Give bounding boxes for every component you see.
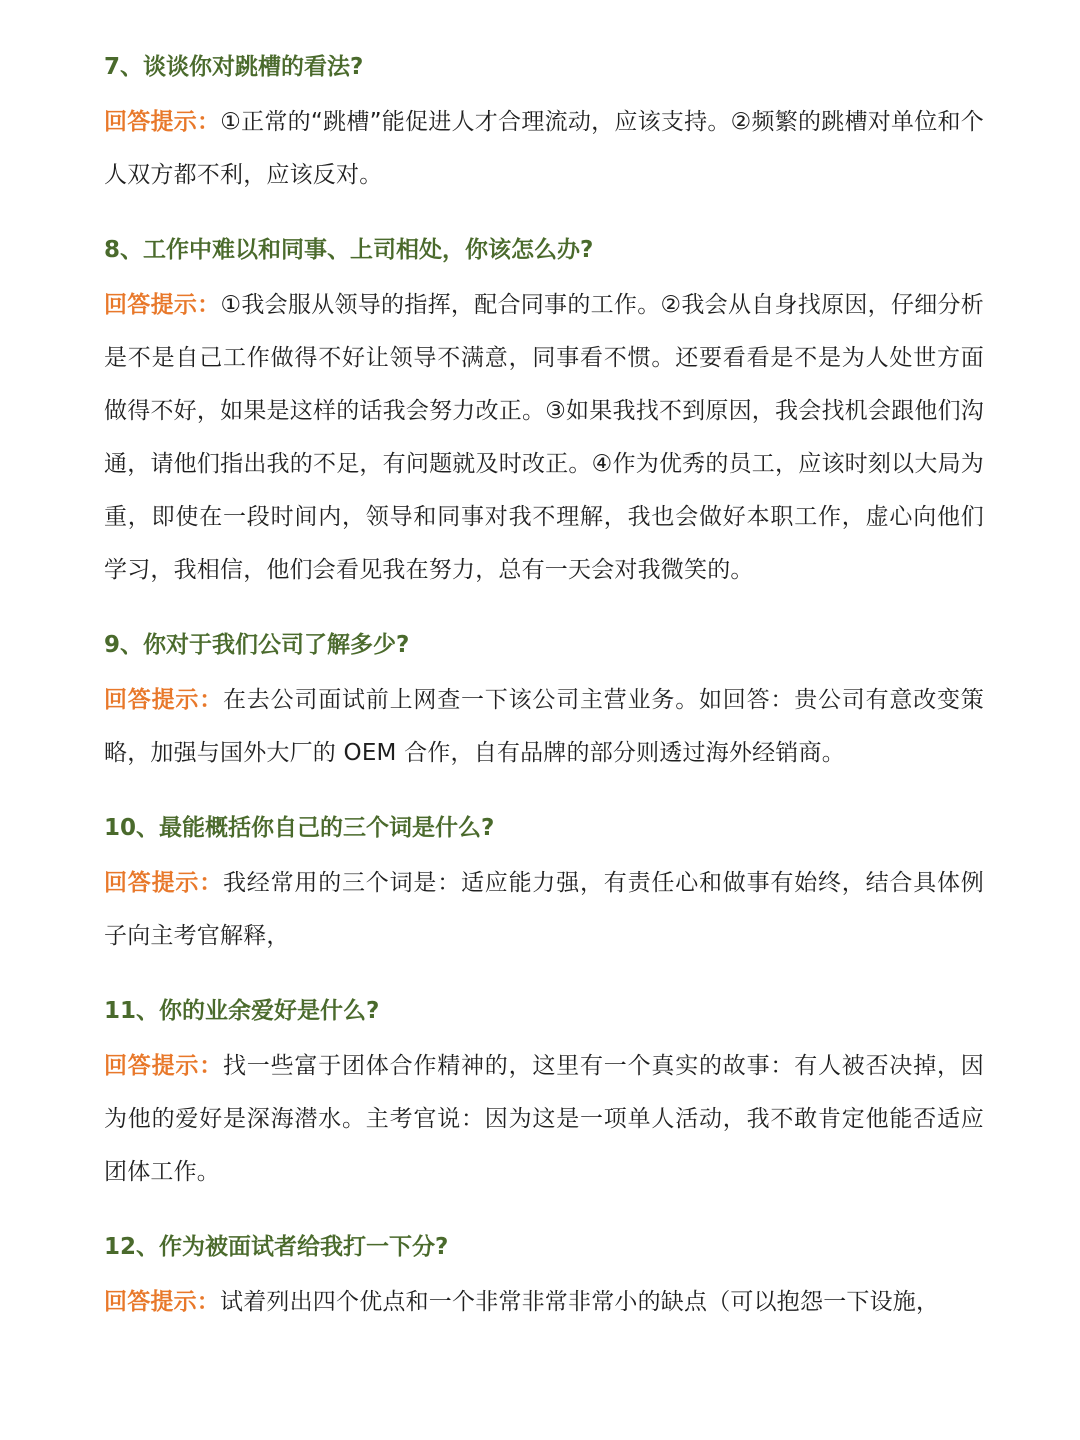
answer-paragraph	[104, 96, 984, 202]
answer-hint-label: 回答提示：	[104, 1289, 220, 1315]
answer-text: ①我会服从领导的指挥，配合同事的工作。②我会从自身找原因，仔细分析是不是自己工作做得不好让领导不满意，同事看不惯。还要看看是不是为人处世方面做得不好，如果是这样的话我会努力改正。③如果我找不到原因，我会找机会跟他们沟通，请他们指出我的不足，有问题就及时改正。④作为优秀的员工，应该时刻以大局为重，即使在一段时间内，领导和同事对我不理解，我也会做好本职工作，虚心向他们学习，我相信，他们会看见我在努力，总有一天会对我微笑的。	[104, 292, 985, 583]
answer-paragraph	[104, 857, 984, 963]
answer-text: ①正常的“跳槽”能促进人才合理流动，应该支持。②频繁的跳槽对单位和个人双方都不利，应该反对。	[104, 109, 984, 188]
answer-hint-label: 回答提示：	[104, 870, 223, 896]
answer-hint-label: 回答提示：	[104, 292, 221, 318]
question-heading: 11、你的业余爱好是什么?	[104, 998, 380, 1024]
qa-item-9	[104, 630, 984, 780]
qa-item-7	[104, 52, 984, 202]
answer-paragraph	[104, 1276, 984, 1329]
question-heading: 7、谈谈你对跳槽的看法?	[104, 54, 364, 80]
answer-text: 在去公司面试前上网查一下该公司主营业务。如回答：贵公司有意改变策略，加强与国外大厂的 OEM 合作，自有品牌的部分则透过海外经销商。	[104, 687, 984, 766]
answer-paragraph	[104, 674, 984, 780]
answer-hint-label: 回答提示：	[104, 687, 223, 713]
answer-text: 我经常用的三个词是：适应能力强，有责任心和做事有始终，结合具体例子向主考官解释，	[104, 870, 984, 949]
qa-item-8	[104, 235, 984, 597]
qa-item-10	[104, 813, 984, 963]
qa-item-11	[104, 996, 984, 1199]
answer-paragraph	[104, 279, 984, 597]
qa-item-12	[104, 1232, 984, 1329]
answer-text: 试着列出四个优点和一个非常非常非常小的缺点（可以抱怨一下设施，	[220, 1289, 940, 1315]
answer-paragraph	[104, 1040, 984, 1199]
document-page	[104, 52, 984, 1362]
answer-text: 找一些富于团体合作精神的，这里有一个真实的故事：有人被否决掉，因为他的爱好是深海潜水。主考官说：因为这是一项单人活动，我不敢肯定他能否适应团体工作。	[104, 1053, 984, 1185]
answer-hint-label: 回答提示：	[104, 1053, 223, 1079]
question-heading: 10、最能概括你自己的三个词是什么?	[104, 815, 495, 841]
question-heading: 8、工作中难以和同事、上司相处，你该怎么办?	[104, 237, 594, 263]
question-heading: 9、你对于我们公司了解多少?	[104, 632, 410, 658]
question-heading: 12、作为被面试者给我打一下分?	[104, 1234, 449, 1260]
answer-hint-label: 回答提示：	[104, 109, 221, 135]
